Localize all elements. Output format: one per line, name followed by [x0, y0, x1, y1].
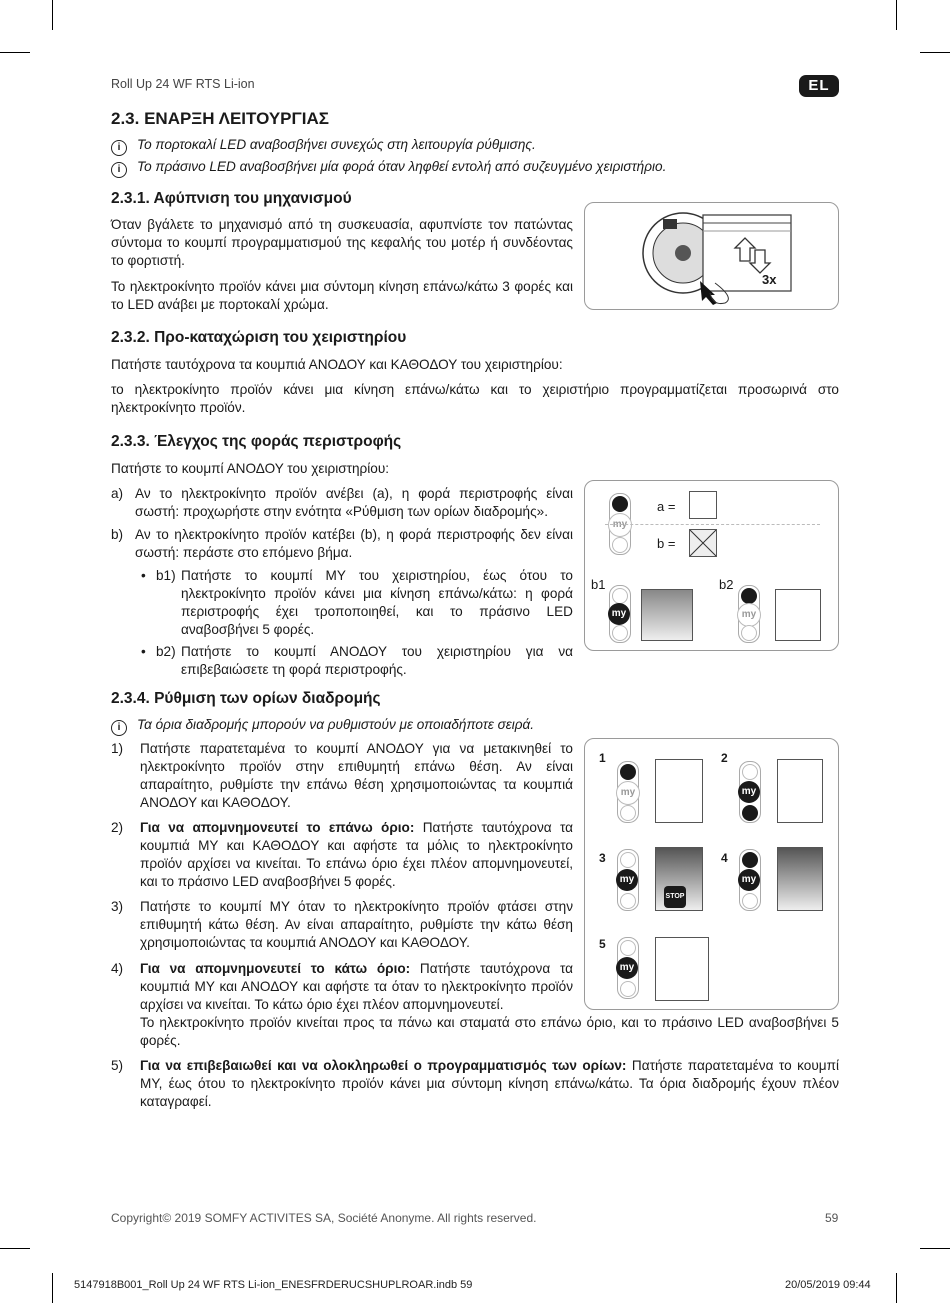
step-number: 4 — [721, 851, 728, 865]
blind-stopped-icon — [655, 847, 703, 911]
list-item: 2) Για να απομνημονευτεί το επάνω όριο: Πατήστε ταυτόχρονα τα κουμπιά MY και ΚΑΘΟΔΟΥ και αφήστε τα μόλις το ηλεκτροκίνητο προϊόν αρχίσει να κινείται. Το επάνω όριο έχει πλέον απομνημονευτεί, και το πράσινο LED αναβοσβήνει 5 φορές. — [111, 820, 573, 889]
up-button-icon — [620, 852, 636, 868]
crop-mark — [896, 1273, 897, 1303]
my-button-icon: my — [608, 513, 632, 537]
up-button-pressed-icon — [741, 588, 757, 604]
info-note: i Το πράσινο LED αναβοσβήνει μία φορά όταν ληφθεί εντολή από συζευγμένο χειριστήριο. — [111, 158, 666, 178]
crop-mark — [52, 1273, 53, 1303]
down-button-icon — [620, 981, 636, 997]
down-button-icon — [612, 537, 628, 553]
list-item: b) Αν το ηλεκτροκίνητο προϊόν κατέβει (b), η φορά περιστροφής δεν είναι σωστή: περάστε στο επόμενο βήμα. — [111, 527, 573, 560]
motor-head-illustration — [585, 203, 838, 309]
up-button-icon — [620, 940, 636, 956]
remote-control — [617, 849, 639, 911]
print-slug-file: 5147918B001_Roll Up 24 WF RTS Li-ion_ENESFRDERUCSHUPLROAR.indb 59 — [74, 1279, 473, 1291]
blind-down-crossed-icon — [689, 529, 717, 557]
repeat-count-label: 3x — [762, 272, 777, 287]
info-icon: i — [111, 720, 127, 736]
figure-travel-limits — [584, 738, 839, 1010]
blind-updown-icon — [655, 937, 709, 1001]
divider — [605, 524, 820, 525]
my-button-pressed-icon: my — [738, 869, 760, 891]
info-note: i Τα όρια διαδρομής μπορούν να ρυθμιστούν με οποιαδήποτε σειρά. — [111, 716, 534, 736]
crop-mark — [0, 1248, 30, 1249]
down-button-icon — [742, 893, 758, 909]
result-a-label: a = — [657, 499, 676, 514]
blind-updown-icon — [641, 589, 693, 641]
blind-down-icon — [777, 847, 823, 911]
list-item: 3) Πατήστε το κουμπί MY όταν το ηλεκτροκίνητο προϊόν φτάσει στην επιθυμητή κάτω θέση. Αν είναι απαραίτητο, ρυθμίστε την κάτω θέση χρησιμοποιώντας τα κουμπιά ΑΝΟΔΟΥ και ΚΑΘΟΔΟΥ. — [111, 899, 573, 950]
crop-mark — [0, 52, 30, 53]
subsection-title: 2.3.3. Έλεγχος της φοράς περιστροφής — [111, 433, 402, 450]
print-slug-date: 20/05/2019 09:44 — [785, 1279, 871, 1291]
copyright: Copyright© 2019 SOMFY ACTIVITES SA, Société Anonyme. All rights reserved. — [111, 1211, 537, 1225]
paragraph: Πατήστε το κουμπί ΑΝΟΔΟΥ του χειριστηρίου: — [111, 461, 390, 476]
up-button-pressed-icon — [612, 496, 628, 512]
down-button-icon — [612, 625, 628, 641]
subsection-title: 2.3.2. Προ-καταχώριση του χειριστηρίου — [111, 329, 407, 346]
down-button-icon — [741, 625, 757, 641]
list-item: 5) Για να επιβεβαιωθεί και να ολοκληρωθεί ο προγραμματισμός των ορίων: Πατήστε παρατεταμένα το κουμπί MY, έως ότου το ηλεκτροκίνητο προϊόν κάνει μια σύντομη κίνηση επάνω/κάτω. Τα όρια διαδρομής έχουν πλέον καταγραφεί. — [111, 1058, 840, 1109]
header-product: Roll Up 24 WF RTS Li-ion — [111, 77, 255, 91]
up-button-icon — [612, 588, 628, 604]
list-item: a) Αν το ηλεκτροκίνητο προϊόν ανέβει (a), η φορά περιστροφής είναι σωστή: προχωρήστε στην ενότητα «Ρύθμιση των ορίων διαδρομής». — [111, 486, 573, 519]
paragraph: Όταν βγάλετε το μηχανισμό από τη συσκευασία, αφυπνίστε τον πατώντας σύντομα το κουμπί προγραμματισμού της κεφαλής του μοτέρ ή συνδέοντας το φορτιστή. — [111, 217, 573, 268]
blind-up-icon — [775, 589, 821, 641]
language-badge: EL — [799, 75, 839, 97]
section-title: 2.3. ΕΝΑΡΞΗ ΛΕΙΤΟΥΡΓΙΑΣ — [111, 109, 329, 128]
crop-mark — [52, 0, 53, 30]
my-button-pressed-icon: my — [608, 603, 630, 625]
remote-control — [739, 849, 761, 911]
my-button-pressed-icon: my — [616, 957, 638, 979]
remote-control — [609, 585, 631, 643]
crop-mark — [920, 52, 950, 53]
crop-mark — [896, 0, 897, 30]
remote-control — [739, 761, 761, 823]
step-number: 2 — [721, 751, 728, 765]
list-item: • b2) Πατήστε το κουμπί ΑΝΟΔΟΥ του χειριστηρίου για να επιβεβαιώσετε τη φορά περιστροφής. — [141, 644, 573, 677]
stop-icon: STOP — [664, 886, 686, 908]
crop-mark — [920, 1248, 950, 1249]
paragraph: Το ηλεκτροκίνητο προϊόν κινείται προς τα πάνω και σταματά στο επάνω όριο, και το πράσινο LED αναβοσβήνει 5 φορές. — [140, 1015, 839, 1048]
blind-up-icon — [655, 759, 703, 823]
my-button-icon: my — [616, 781, 640, 805]
my-button-pressed-icon: my — [616, 869, 638, 891]
figure-motor-wakeup — [584, 202, 839, 310]
list-item: • b1) Πατήστε το κουμπί MY του χειριστηρίου, έως ότου το ηλεκτροκίνητο προϊόν κάνει μια κίνηση επάνω/κάτω: η φορά περιστροφής έχει τροποποιηθεί, και το πράσινο LED αναβοσβήνει 5 φορές. — [141, 568, 573, 637]
step-b2-label: b2 — [719, 577, 734, 592]
step-number: 3 — [599, 851, 606, 865]
blind-down-icon — [777, 759, 823, 823]
paragraph: Το ηλεκτροκίνητο προϊόν κάνει μια σύντομη κίνηση επάνω/κάτω 3 φορές και το LED ανάβει με πορτοκαλί χρώμα. — [111, 279, 573, 312]
step-number: 1 — [599, 751, 606, 765]
remote-control — [617, 937, 639, 999]
up-button-pressed-icon — [620, 764, 636, 780]
figure-rotation-check — [584, 480, 839, 651]
down-button-pressed-icon — [742, 805, 758, 821]
up-button-icon — [742, 764, 758, 780]
my-button-pressed-icon: my — [738, 781, 760, 803]
list-item: 1) Πατήστε παρατεταμένα το κουμπί ΑΝΟΔΟΥ για να μετακινηθεί το ηλεκτροκίνητο προϊόν στην επιθυμητή επάνω θέση. Αν είναι απαραίτητο, ρυθμίστε την επάνω θέση χρησιμοποιώντας τα κουμπιά ΑΝΟΔΟΥ και ΚΑΘΟΔΟΥ. — [111, 741, 573, 810]
step-b1-label: b1 — [591, 577, 606, 592]
result-b-label: b = — [657, 536, 676, 551]
paragraph: το ηλεκτροκίνητο προϊόν κάνει μια κίνηση επάνω/κάτω και το χειριστήριο προγραμματίζεται προσωρινά στο ηλεκτροκίνητο προϊόν. — [111, 382, 839, 415]
step-number: 5 — [599, 937, 606, 951]
my-button-icon: my — [737, 603, 761, 627]
info-icon: i — [111, 140, 127, 156]
blind-up-icon — [689, 491, 717, 519]
subsection-title: 2.3.1. Αφύπνιση του μηχανισμού — [111, 190, 352, 207]
page-number: 59 — [825, 1211, 839, 1225]
remote-control — [617, 761, 639, 823]
down-button-icon — [620, 893, 636, 909]
down-button-icon — [620, 805, 636, 821]
up-button-pressed-icon — [742, 852, 758, 868]
info-icon: i — [111, 162, 127, 178]
info-note: i Το πορτοκαλί LED αναβοσβήνει συνεχώς στη λειτουργία ρύθμισης. — [111, 136, 536, 156]
list-item: 4) Για να απομνημονευτεί το κάτω όριο: Πατήστε ταυτόχρονα τα κουμπιά MY και ΑΝΟΔΟΥ και αφήστε τα όταν το ηλεκτροκίνητο προϊόν αρχίσει να κινείται. Το κάτω όριο έχει πλέον απομνημονευτεί. — [111, 961, 573, 1012]
subsection-title: 2.3.4. Ρύθμιση των ορίων διαδρομής — [111, 690, 381, 707]
remote-control — [738, 585, 760, 643]
paragraph: Πατήστε ταυτόχρονα τα κουμπιά ΑΝΟΔΟΥ και ΚΑΘΟΔΟΥ του χειριστηρίου: — [111, 357, 563, 372]
